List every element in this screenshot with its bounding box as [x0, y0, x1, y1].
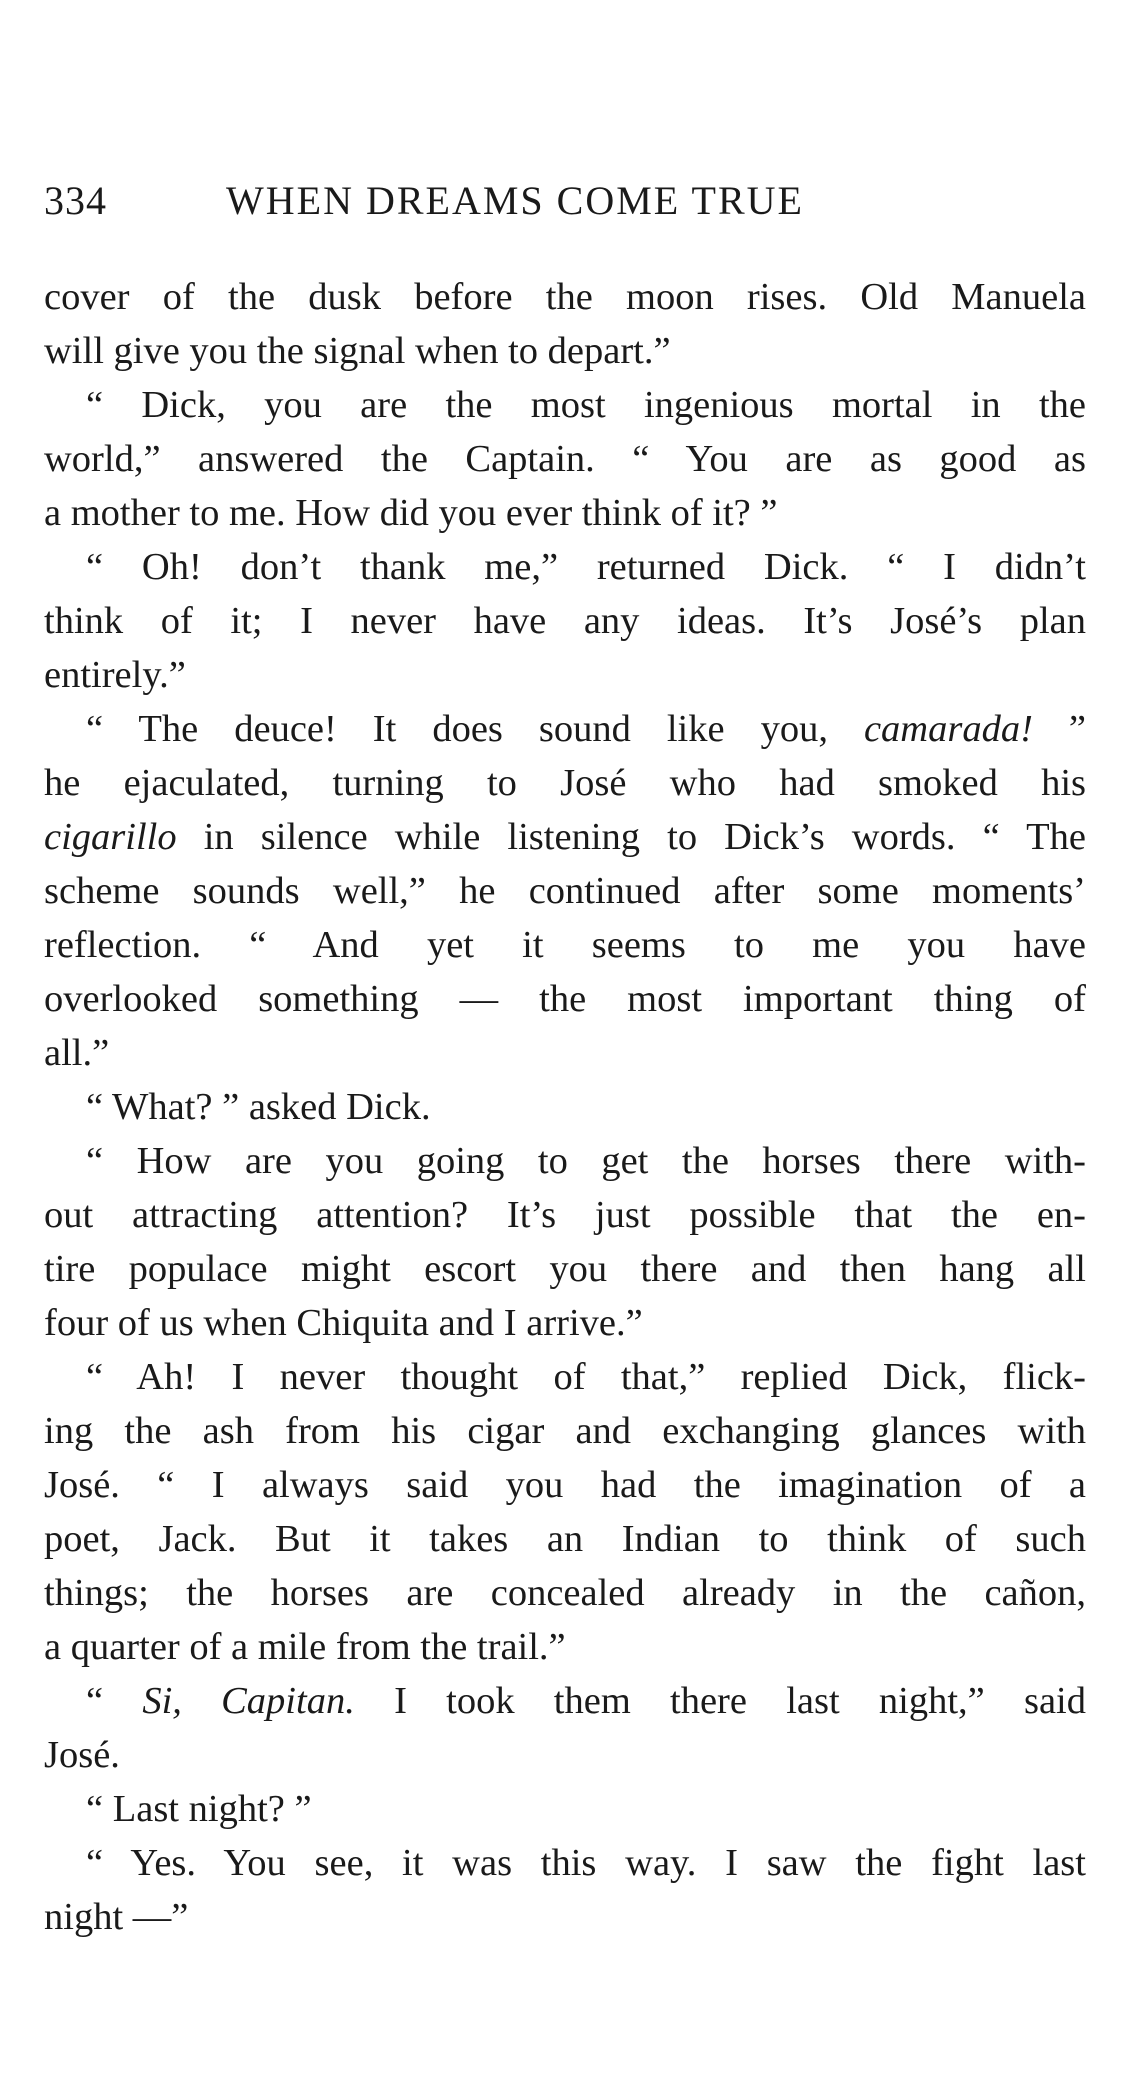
text-line: overlooked something — the most important thing of — [44, 978, 1086, 1020]
page-number: 334 — [44, 178, 107, 223]
text-line: things; the horses are concealed already in the cañon, — [44, 1572, 1086, 1614]
italic-text: camarada! — [863, 708, 1033, 750]
book-title: WHEN DREAMS COME TRUE — [226, 178, 804, 223]
text-line: scheme sounds well,” he continued after some moments’ — [44, 870, 1086, 912]
text-line: tire populace might escort you there and then hang all — [44, 1248, 1086, 1290]
text-line: will give you the signal when to depart.” — [44, 330, 671, 372]
text-line: José. “ I always said you had the imagination of a — [44, 1464, 1086, 1506]
text-segment: ” — [1032, 708, 1086, 750]
text-line — [44, 810, 1086, 864]
text-line: “ How are you going to get the horses there with- — [86, 1140, 1086, 1182]
text-line: ing the ash from his cigar and exchanging glances with — [44, 1410, 1086, 1452]
text-line: “ Oh! don’t thank me,” returned Dick. “ I didn’t — [86, 546, 1086, 588]
text-line: entirely.” — [44, 654, 186, 696]
text-segment: “ The deuce! It does sound like you, — [86, 708, 864, 750]
text-line: out attracting attention? It’s just possible that the en- — [44, 1194, 1086, 1236]
text-line: reflection. “ And yet it seems to me you have — [44, 924, 1086, 966]
text-line — [44, 1674, 1086, 1728]
text-line: think of it; I never have any ideas. It’s José’s plan — [44, 600, 1086, 642]
text-line: a quarter of a mile from the trail.” — [44, 1626, 566, 1668]
text-line: “ Yes. You see, it was this way. I saw the fight last — [86, 1842, 1086, 1884]
text-line: night —” — [44, 1896, 189, 1938]
running-head — [44, 176, 1086, 226]
text-line: world,” answered the Captain. “ You are as good as — [44, 438, 1086, 480]
text-segment: I took them there last night,” said — [354, 1680, 1086, 1722]
text-line: José. — [44, 1734, 120, 1776]
body-text — [44, 270, 1086, 1944]
text-line: poet, Jack. But it takes an Indian to think of such — [44, 1518, 1086, 1560]
text-line — [44, 702, 1086, 756]
text-line: four of us when Chiquita and I arrive.” — [44, 1302, 643, 1344]
text-line: “ Last night? ” — [86, 1788, 312, 1830]
text-line: “ Ah! I never thought of that,” replied Dick, flick- — [86, 1356, 1086, 1398]
italic-text: cigarillo — [44, 816, 177, 858]
text-line: he ejaculated, turning to José who had smoked his — [44, 762, 1086, 804]
text-line: “ Dick, you are the most ingenious mortal in the — [86, 384, 1086, 426]
text-segment: “ — [86, 1680, 143, 1722]
text-line: “ What? ” asked Dick. — [86, 1086, 431, 1128]
text-line: cover of the dusk before the moon rises. Old Manuela — [44, 276, 1086, 318]
text-segment: in silence while listening to Dick’s words. “ The — [176, 816, 1086, 858]
italic-text: Si, Capitan. — [142, 1680, 355, 1722]
text-line: all.” — [44, 1032, 110, 1074]
text-line: a mother to me. How did you ever think of it? ” — [44, 492, 778, 534]
